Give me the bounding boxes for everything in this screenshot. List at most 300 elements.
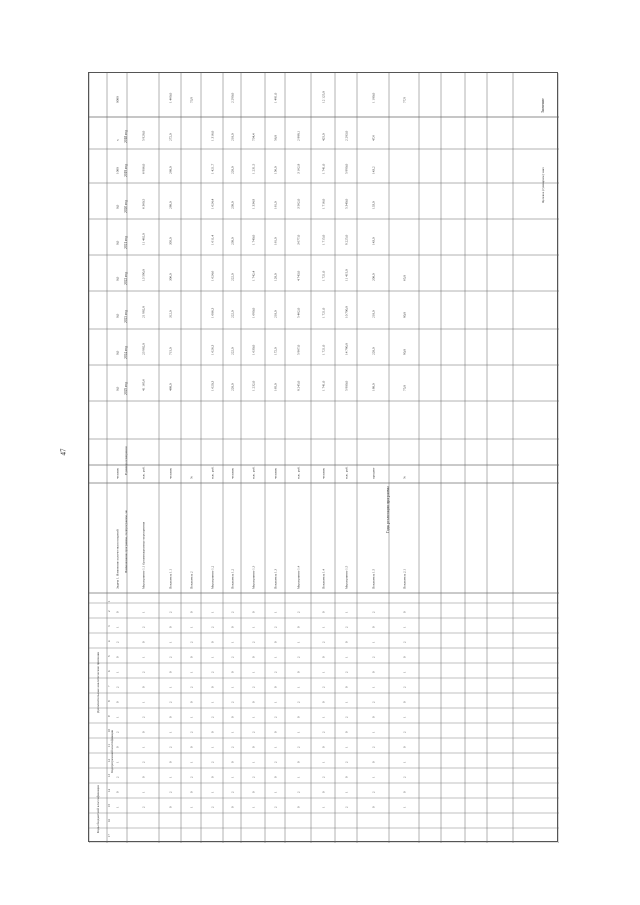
cell-code-0-10: 1 [115, 761, 120, 763]
col-number-15: 16 [107, 819, 111, 822]
cell-code-9-2: 2 [321, 641, 326, 643]
cell-code-5-3: 2 [230, 656, 235, 658]
cell-code-7-8: 0 [273, 731, 278, 733]
cell-final-9: 12 125,0 [321, 91, 326, 103]
cell-code-6-5: 2 [251, 686, 256, 688]
cell-code-8-9: 2 [296, 746, 301, 748]
year-header-0: 2018 год [124, 130, 128, 143]
col-number-4: 5 [107, 655, 111, 657]
cell-unit-4: тыс. руб. [210, 466, 215, 479]
cell-value-2-3: 305,0 [168, 237, 173, 245]
cell-code-5-9: 2 [230, 746, 235, 748]
cell-code-9-4: 1 [321, 671, 326, 673]
year-header-4: 2022 год [124, 272, 128, 285]
cell-code-3-6: 0 [189, 701, 194, 703]
cell-value-10-5: 10 700,0 [344, 306, 349, 318]
cell-name-9: Показатель 1.4 [321, 568, 326, 589]
cell-code-10-5: 0 [344, 686, 349, 688]
cell-code-9-9: 0 [321, 746, 326, 748]
cell-code-5-11: 1 [230, 776, 235, 778]
cell-code-11-5: 1 [371, 686, 376, 688]
cell-code-4-8: 0 [210, 731, 215, 733]
cell-code-9-6: 0 [321, 701, 326, 703]
cell-value-0-3: 0,0 [115, 240, 120, 245]
cell-value-6-0: 734,4 [251, 133, 256, 141]
year-header-1: 2019 год [124, 164, 128, 177]
cell-code-10-6: 1 [344, 701, 349, 703]
cell-code-10-0: 1 [344, 611, 349, 613]
cell-code-2-6: 2 [168, 701, 173, 703]
cell-value-5-1: 220,0 [230, 166, 235, 174]
cell-code-0-0: 0 [115, 611, 120, 613]
cell-final-5: 2 290,0 [230, 92, 235, 103]
cell-code-5-8: 1 [230, 731, 235, 733]
cell-code-5-5: 1 [230, 686, 235, 688]
cell-code-7-10: 2 [273, 761, 278, 763]
cell-code-4-6: 1 [210, 701, 215, 703]
cell-value-7-7: 165,0 [273, 383, 278, 391]
cell-value-9-1: 1 741,0 [321, 163, 326, 174]
cell-code-11-9: 2 [371, 746, 376, 748]
cell-code-8-12: 2 [296, 791, 301, 793]
cell-value-7-0: 56,0 [273, 135, 278, 141]
cell-value-7-6: 172,0 [273, 347, 278, 355]
cell-unit-8: тыс. руб. [296, 466, 301, 479]
cell-code-11-4: 0 [371, 671, 376, 673]
cell-code-8-5: 1 [296, 686, 301, 688]
cell-code-10-13: 2 [344, 806, 349, 808]
cell-code-10-11: 0 [344, 776, 349, 778]
cell-code-8-1: 0 [296, 626, 301, 628]
cell-value-5-4: 222,0 [230, 273, 235, 281]
cell-value-9-2: 1 716,0 [321, 198, 326, 209]
cell-code-3-3: 0 [189, 656, 194, 658]
cell-code-7-3: 1 [273, 656, 278, 658]
col-number-14: 15 [107, 804, 111, 807]
cell-code-8-2: 1 [296, 641, 301, 643]
col-number-9: 10 [107, 729, 111, 732]
cell-value-6-2: 1 334,9 [251, 198, 256, 209]
final-goal-title: Целевое (суммарное) знач [541, 167, 545, 203]
col-number-11: 12 [107, 759, 111, 762]
cell-code-9-7: 1 [321, 716, 326, 718]
cell-code-0-5: 2 [115, 686, 120, 688]
cell-code-11-2: 1 [371, 641, 376, 643]
cell-code-0-4: 1 [115, 671, 120, 673]
cell-code-11-1: 0 [371, 626, 376, 628]
budget-classification-header: Коды бюджетной классификации [96, 784, 100, 833]
cell-code-10-4: 2 [344, 671, 349, 673]
cell-value-4-6: 1 626,3 [210, 344, 215, 355]
cell-code-12-6: 0 [402, 701, 407, 703]
cell-value-10-0: 2 283,0 [344, 130, 349, 141]
cell-code-3-11: 2 [189, 776, 194, 778]
cell-value-12-7: 75,0 [402, 385, 407, 391]
cell-code-9-13: 1 [321, 806, 326, 808]
cell-code-4-7: 2 [210, 716, 215, 718]
cell-value-5-5: 222,0 [230, 310, 235, 318]
page-number: 47 [59, 448, 68, 456]
cell-code-4-4: 2 [210, 671, 215, 673]
cell-name-1: Мероприятие 1.1 Организационные мероприятия [141, 521, 146, 589]
cell-value-9-3: 1 715,0 [321, 234, 326, 245]
cell-code-1-7: 2 [141, 716, 146, 718]
cell-value-6-6: 1 630,0 [251, 344, 256, 355]
cell-name-11: Показатель 1.5 [371, 568, 376, 589]
cell-value-5-7: 220,0 [230, 383, 235, 391]
cell-code-12-5: 2 [402, 686, 407, 688]
cell-value-1-7: 41 165,6 [141, 379, 146, 391]
cell-code-10-3: 1 [344, 656, 349, 658]
cell-name-2: Показатель 1.1 [168, 568, 173, 589]
cell-code-2-2: 1 [168, 641, 173, 643]
cell-code-1-0: 1 [141, 611, 146, 613]
cell-code-7-0: 1 [273, 611, 278, 613]
cell-final-3: 73,9 [189, 97, 194, 103]
cell-code-1-1: 2 [141, 626, 146, 628]
cell-code-8-13: 0 [296, 806, 301, 808]
cell-value-11-6: 220,0 [371, 347, 376, 355]
cell-code-8-0: 2 [296, 611, 301, 613]
cell-value-12-4: 65,0 [402, 275, 407, 281]
cell-value-8-2: 3 562,0 [296, 198, 301, 209]
cell-value-10-7: 5 900,0 [344, 380, 349, 391]
cell-value-1-4: 13 590,0 [141, 269, 146, 281]
cell-code-10-9: 1 [344, 746, 349, 748]
cell-code-3-1: 1 [189, 626, 194, 628]
cell-code-8-10: 0 [296, 761, 301, 763]
cell-value-0-5: 0,0 [115, 313, 120, 318]
cell-code-1-2: 0 [141, 641, 146, 643]
cell-value-8-1: 3 162,8 [296, 163, 301, 174]
cell-code-4-5: 0 [210, 686, 215, 688]
cell-value-2-6: 715,0 [168, 347, 173, 355]
cell-code-4-2: 0 [210, 641, 215, 643]
col-number-5: 6 [107, 670, 111, 672]
cell-value-6-3: 1 740,0 [251, 234, 256, 245]
cell-code-3-8: 2 [189, 731, 194, 733]
cell-code-10-10: 2 [344, 761, 349, 763]
cell-code-7-9: 1 [273, 746, 278, 748]
cell-unit-12: % [402, 476, 407, 479]
cell-value-9-4: 1 721,0 [321, 270, 326, 281]
cell-name-8: Мероприятие 1.4 [296, 565, 301, 589]
cell-code-1-12: 1 [141, 791, 146, 793]
cell-value-11-5: 210,0 [371, 310, 376, 318]
cell-final-7: 1 481,0 [273, 92, 278, 103]
cell-value-9-0: 425,0 [321, 133, 326, 141]
cell-code-0-12: 0 [115, 791, 120, 793]
cell-code-1-8: 0 [141, 731, 146, 733]
cell-code-2-1: 0 [168, 626, 173, 628]
cell-code-9-10: 1 [321, 761, 326, 763]
cell-code-6-9: 0 [251, 746, 256, 748]
cell-name-3: Показатель 2 [189, 571, 194, 589]
cell-code-7-1: 2 [273, 626, 278, 628]
cell-code-2-10: 0 [168, 761, 173, 763]
cell-name-7: Показатель 1.3 [273, 568, 278, 589]
cell-unit-9: человек [321, 467, 326, 479]
col-number-12: 13 [107, 774, 111, 777]
cell-code-7-12: 1 [273, 791, 278, 793]
cell-value-4-0: 1 316,0 [210, 130, 215, 141]
cell-value-9-5: 1 721,0 [321, 307, 326, 318]
cell-unit-7: человек [273, 467, 278, 479]
cell-code-2-9: 2 [168, 746, 173, 748]
cell-code-12-9: 0 [402, 746, 407, 748]
cell-value-10-2: 5 340,0 [344, 198, 349, 209]
cell-code-2-7: 0 [168, 716, 173, 718]
cell-code-8-6: 2 [296, 701, 301, 703]
cell-name-4: Мероприятие 1.2 [210, 565, 215, 589]
cell-value-8-4: 4 743,0 [296, 270, 301, 281]
program-code-header: Код программной классификации [110, 729, 114, 773]
cell-code-9-12: 0 [321, 791, 326, 793]
cell-code-1-4: 2 [141, 671, 146, 673]
cell-code-10-7: 2 [344, 716, 349, 718]
cell-code-6-8: 2 [251, 731, 256, 733]
cell-code-10-8: 0 [344, 731, 349, 733]
cell-code-10-1: 2 [344, 626, 349, 628]
cell-value-4-2: 1 624,4 [210, 198, 215, 209]
cell-code-8-11: 1 [296, 776, 301, 778]
cell-value-2-7: 460,0 [168, 383, 173, 391]
cell-value-10-1: 5 990,0 [344, 163, 349, 174]
cell-unit-0: человек [115, 467, 120, 479]
cell-code-5-2: 1 [230, 641, 235, 643]
cell-value-12-6: 90,0 [402, 349, 407, 355]
year-header-3: 2021 год [124, 236, 128, 249]
cell-code-8-3: 2 [296, 656, 301, 658]
cell-code-2-13: 0 [168, 806, 173, 808]
cell-code-4-10: 2 [210, 761, 215, 763]
cell-code-3-2: 2 [189, 641, 194, 643]
cell-code-5-12: 2 [230, 791, 235, 793]
cell-code-0-2: 2 [115, 641, 120, 643]
cell-value-2-1: 260,0 [168, 166, 173, 174]
cell-code-11-13: 0 [371, 806, 376, 808]
cell-code-2-11: 1 [168, 776, 173, 778]
cell-code-4-13: 2 [210, 806, 215, 808]
cell-code-6-7: 1 [251, 716, 256, 718]
cell-code-6-4: 1 [251, 671, 256, 673]
cell-code-6-6: 0 [251, 701, 256, 703]
cell-value-6-1: 1 231,5 [251, 163, 256, 174]
cell-code-11-8: 1 [371, 731, 376, 733]
cell-value-1-5: 21 982,8 [141, 306, 146, 318]
cell-code-4-12: 1 [210, 791, 215, 793]
cell-code-7-4: 2 [273, 671, 278, 673]
cell-unit-10: тыс. руб. [344, 466, 349, 479]
cell-code-3-9: 0 [189, 746, 194, 748]
cell-code-3-13: 1 [189, 806, 194, 808]
col-number-3: 4 [107, 640, 111, 642]
cell-code-3-7: 1 [189, 716, 194, 718]
cell-code-12-12: 0 [402, 791, 407, 793]
cell-value-0-0: х [115, 139, 120, 141]
cell-value-2-4: 306,0 [168, 273, 173, 281]
cell-code-11-10: 0 [371, 761, 376, 763]
cell-code-6-1: 1 [251, 626, 256, 628]
cell-value-7-3: 161,0 [273, 237, 278, 245]
cell-code-12-7: 1 [402, 716, 407, 718]
cell-code-5-7: 0 [230, 716, 235, 718]
col-number-6: 7 [107, 685, 111, 687]
col-number-16: 17 [107, 834, 111, 837]
cell-value-11-4: 200,0 [371, 273, 376, 281]
cell-code-10-12: 1 [344, 791, 349, 793]
cell-code-9-3: 0 [321, 656, 326, 658]
cell-code-4-0: 1 [210, 611, 215, 613]
cell-code-12-4: 1 [402, 671, 407, 673]
col-number-1: 2 [107, 610, 111, 612]
cell-code-5-0: 2 [230, 611, 235, 613]
col-number-13: 14 [107, 789, 111, 792]
cell-code-5-10: 0 [230, 761, 235, 763]
cell-code-1-5: 0 [141, 686, 146, 688]
years-header: Годы реализации программы [386, 486, 390, 533]
cell-code-5-1: 0 [230, 626, 235, 628]
cell-value-7-2: 161,0 [273, 201, 278, 209]
year-header-2: 2020 год [124, 200, 128, 213]
cell-code-9-5: 2 [321, 686, 326, 688]
cell-value-10-3: 9 225,0 [344, 234, 349, 245]
cell-name-6: Мероприятие 1.3 [251, 565, 256, 589]
cell-code-12-13: 1 [402, 806, 407, 808]
cell-code-12-2: 2 [402, 641, 407, 643]
unit-header: Единица измерения [124, 446, 128, 475]
cell-value-0-4: 0,0 [115, 276, 120, 281]
cell-code-1-13: 2 [141, 806, 146, 808]
cell-code-12-0: 0 [402, 611, 407, 613]
cell-unit-2: человек [168, 467, 173, 479]
cell-value-4-7: 1 620,3 [210, 380, 215, 391]
cell-value-8-6: 5 967,0 [296, 344, 301, 355]
cell-code-7-2: 0 [273, 641, 278, 643]
cell-code-9-0: 0 [321, 611, 326, 613]
cell-final-0: 0000 [115, 96, 120, 103]
cell-code-7-6: 1 [273, 701, 278, 703]
cell-code-5-6: 2 [230, 701, 235, 703]
cell-code-7-11: 0 [273, 776, 278, 778]
col-number-8: 9 [107, 715, 111, 717]
cell-value-8-7: 8 245,0 [296, 380, 301, 391]
cell-code-1-6: 1 [141, 701, 146, 703]
cell-code-0-11: 2 [115, 776, 120, 778]
cell-code-9-11: 2 [321, 776, 326, 778]
cell-code-2-12: 2 [168, 791, 173, 793]
cell-value-11-0: 47,6 [371, 135, 376, 141]
cell-value-1-2: 6 360,5 [141, 198, 146, 209]
cell-code-2-3: 2 [168, 656, 173, 658]
cell-value-5-0: 210,0 [230, 133, 235, 141]
cell-code-11-7: 0 [371, 716, 376, 718]
cell-code-9-1: 1 [321, 626, 326, 628]
cell-code-6-10: 1 [251, 761, 256, 763]
cell-final-11: 1 180,0 [371, 92, 376, 103]
cell-value-0-7: 0,0 [115, 386, 120, 391]
final-goal-header: Значение [541, 98, 545, 113]
cell-value-11-2: 133,0 [371, 201, 376, 209]
cell-value-11-3: 143,0 [371, 237, 376, 245]
cell-value-7-1: 156,0 [273, 166, 278, 174]
cell-code-1-9: 1 [141, 746, 146, 748]
cell-value-2-0: 272,0 [168, 133, 173, 141]
cell-value-0-1: 1000 [115, 167, 120, 174]
budget-table-sheet [88, 72, 558, 842]
cell-value-10-6: 14 780,0 [344, 343, 349, 355]
cell-code-1-11: 0 [141, 776, 146, 778]
cell-code-6-11: 2 [251, 776, 256, 778]
cell-value-6-7: 1 232,0 [251, 380, 256, 391]
cell-value-10-4: 11 415,0 [344, 269, 349, 281]
cell-value-4-3: 1 611,4 [210, 234, 215, 245]
cell-unit-3: % [189, 476, 194, 479]
cell-value-8-5: 5 462,0 [296, 307, 301, 318]
cell-code-6-12: 0 [251, 791, 256, 793]
cell-code-0-1: 1 [115, 626, 120, 628]
col-number-0: 1 [107, 600, 111, 602]
cell-code-8-4: 0 [296, 671, 301, 673]
cell-final-12: 77,9 [402, 97, 407, 103]
cell-code-4-9: 1 [210, 746, 215, 748]
cell-code-4-3: 1 [210, 656, 215, 658]
cell-code-2-0: 2 [168, 611, 173, 613]
cell-value-9-6: 1 721,0 [321, 344, 326, 355]
cell-code-11-6: 2 [371, 701, 376, 703]
cell-value-6-5: 1 690,0 [251, 307, 256, 318]
cell-code-2-8: 1 [168, 731, 173, 733]
cell-code-0-3: 0 [115, 656, 120, 658]
cell-value-7-4: 120,0 [273, 273, 278, 281]
cell-code-5-4: 0 [230, 671, 235, 673]
cell-final-2: 1 460,0 [168, 92, 173, 103]
cell-code-2-5: 1 [168, 686, 173, 688]
cell-value-0-6: 0,0 [115, 350, 120, 355]
cell-code-3-10: 1 [189, 761, 194, 763]
cell-value-11-1: 143,2 [371, 166, 376, 174]
year-header-6: 2024 год [124, 346, 128, 359]
cell-value-8-0: 2 888,1 [296, 130, 301, 141]
cell-value-12-5: 80,0 [402, 312, 407, 318]
cell-value-8-3: 3 677,0 [296, 234, 301, 245]
cell-code-8-7: 0 [296, 716, 301, 718]
cell-code-1-10: 2 [141, 761, 146, 763]
col-number-2: 3 [107, 625, 111, 627]
cell-value-0-2: 0,0 [115, 204, 120, 209]
cell-code-6-3: 0 [251, 656, 256, 658]
cell-value-4-1: 1 421,7 [210, 163, 215, 174]
cell-code-3-12: 0 [189, 791, 194, 793]
cell-value-4-5: 1 606,3 [210, 307, 215, 318]
cell-code-4-1: 2 [210, 626, 215, 628]
cell-value-2-2: 280,0 [168, 201, 173, 209]
cell-value-6-4: 1 742,4 [251, 270, 256, 281]
year-header-7: 2025 год [124, 382, 128, 395]
cell-code-12-10: 1 [402, 761, 407, 763]
cell-code-11-3: 2 [371, 656, 376, 658]
cell-code-3-0: 0 [189, 611, 194, 613]
cell-code-0-8: 2 [115, 731, 120, 733]
cell-code-12-3: 0 [402, 656, 407, 658]
cell-unit-11: процент [371, 467, 376, 479]
activity-header: Дополнительные аналитические признаки [96, 651, 100, 713]
cell-code-7-7: 2 [273, 716, 278, 718]
cell-code-6-13: 1 [251, 806, 256, 808]
cell-code-0-6: 0 [115, 701, 120, 703]
cell-unit-5: человек [230, 467, 235, 479]
cell-value-9-7: 1 741,0 [321, 380, 326, 391]
